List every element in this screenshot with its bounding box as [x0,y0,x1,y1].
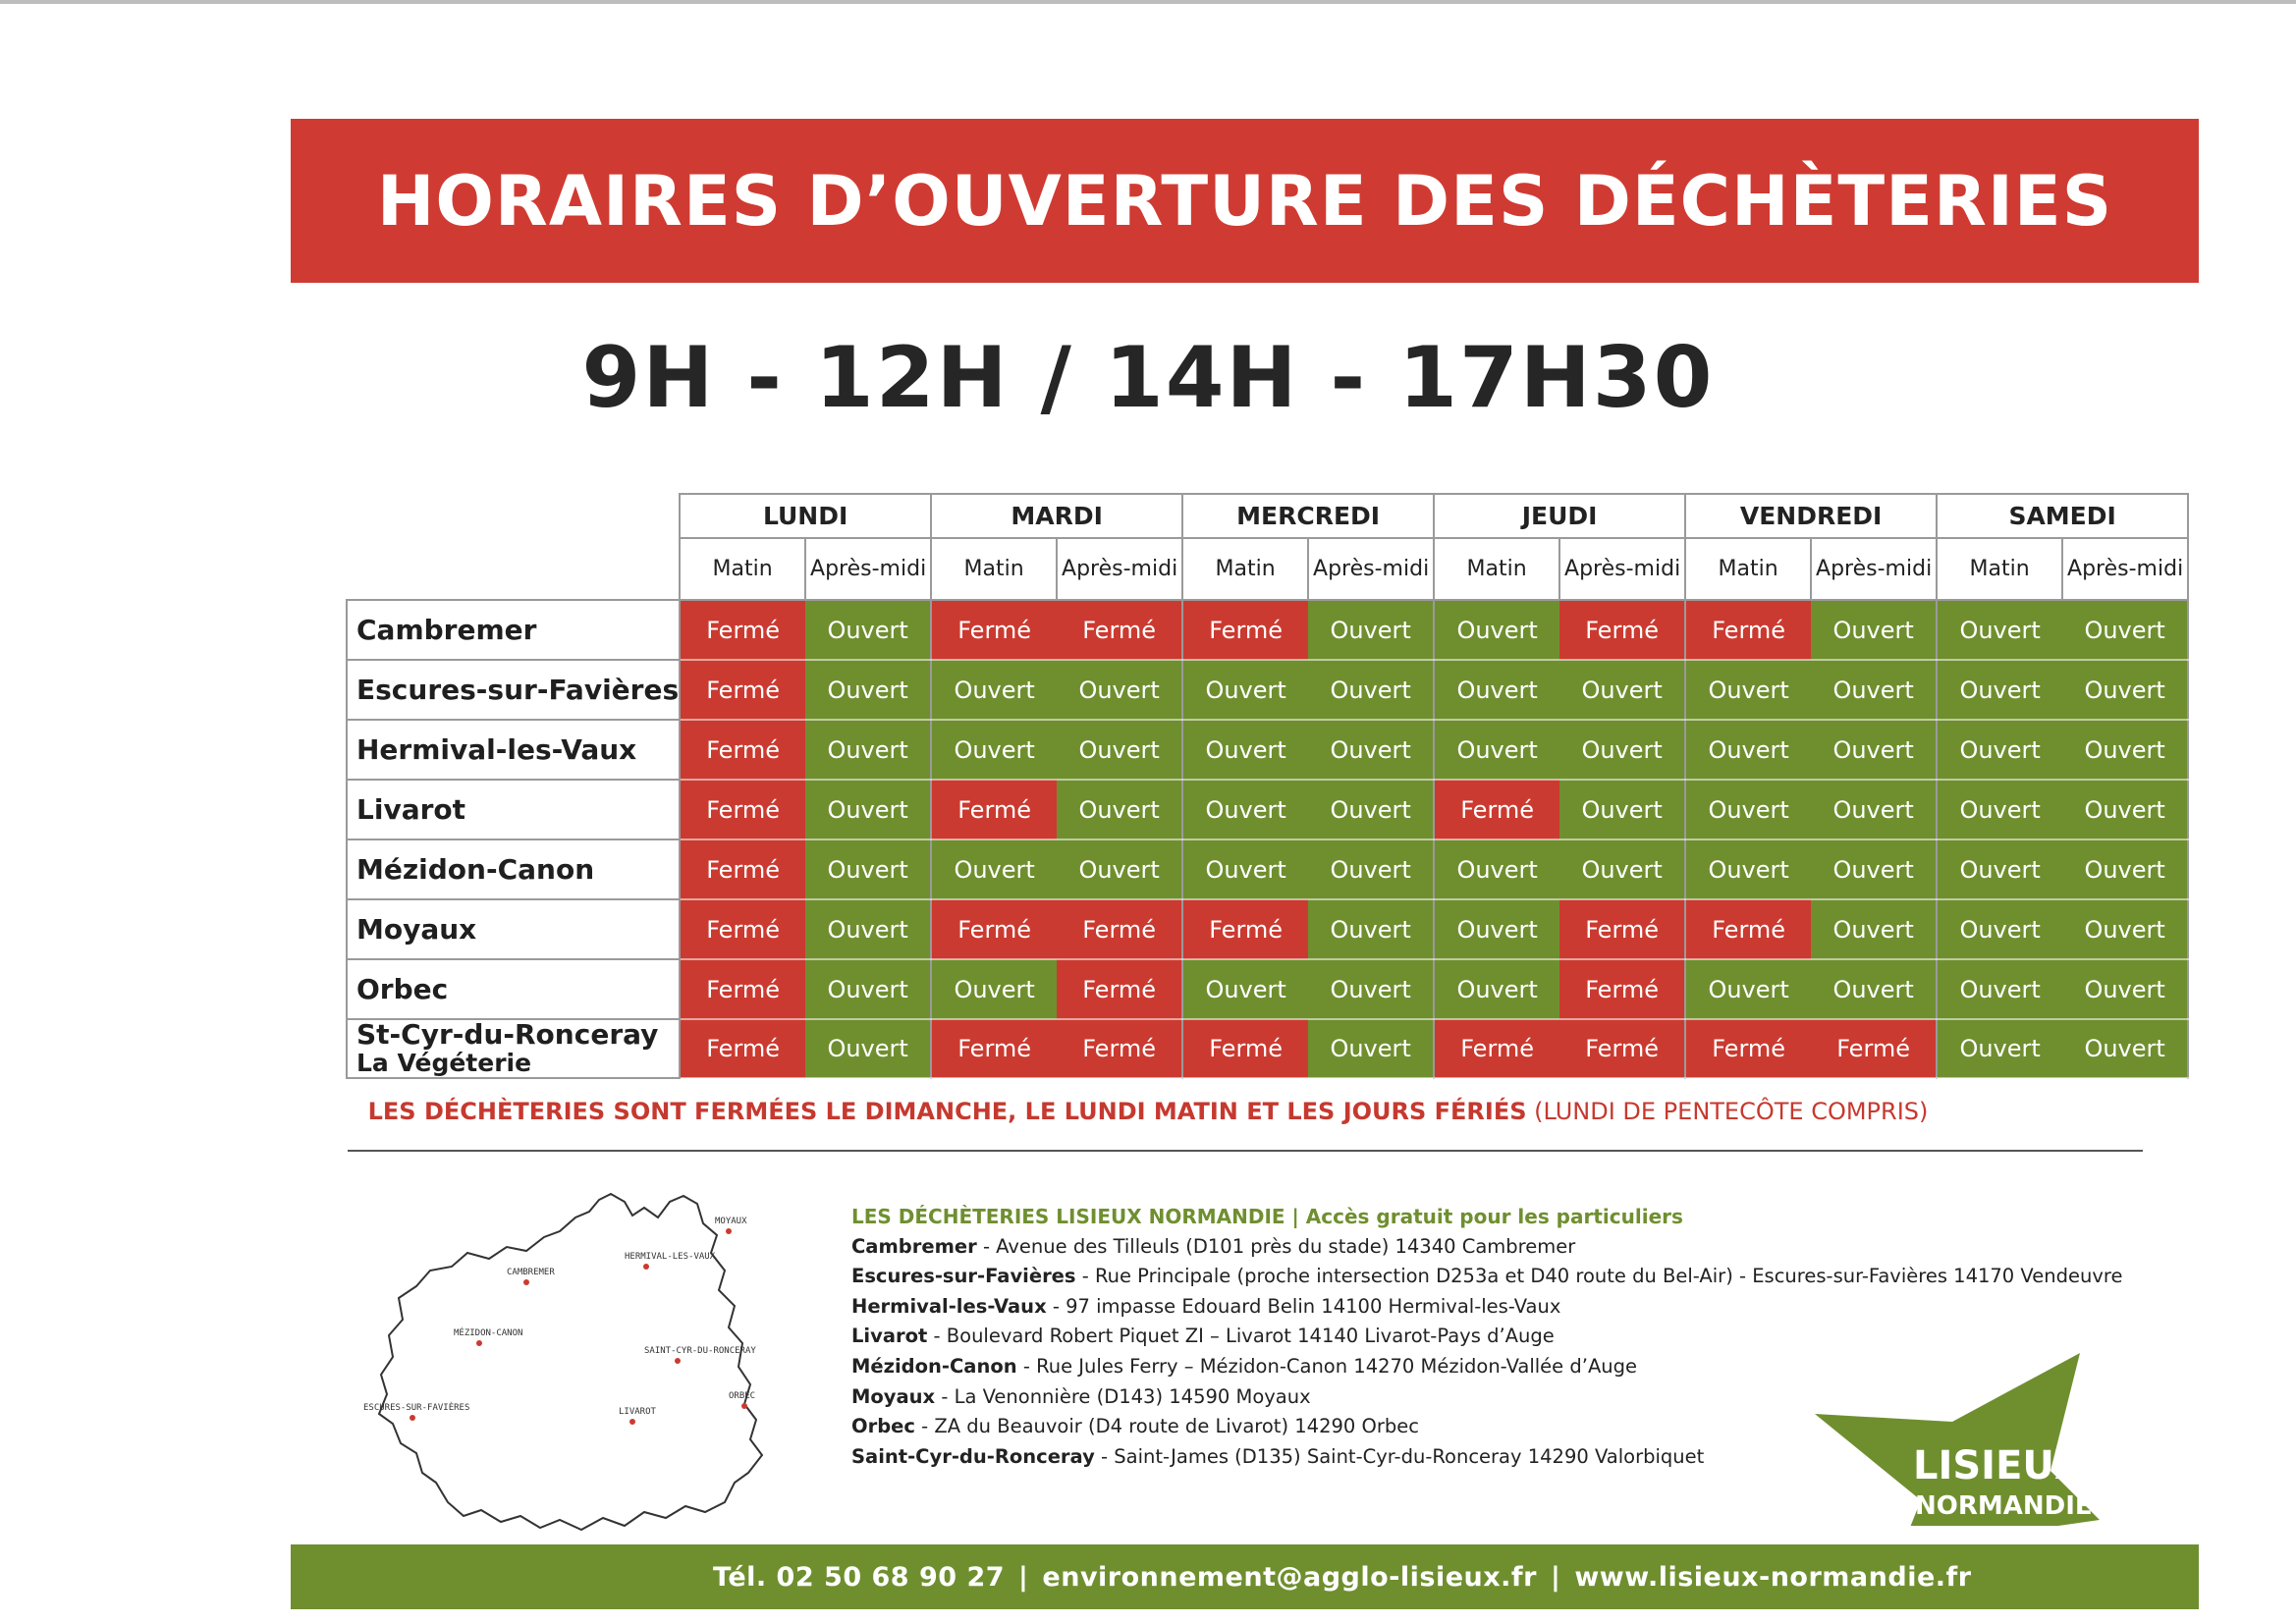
status-cell-ouvert: Ouvert [2062,839,2188,899]
closure-notice-note: (LUNDI DE PENTECÔTE COMPRIS) [1534,1098,1929,1125]
address-text: - Avenue des Tilleuls (D101 près du stade) 14340 Cambremer [976,1234,1576,1258]
footer-phone: Tél. 02 50 68 90 27 [713,1561,1006,1593]
status-cell-ferme: Fermé [1559,899,1685,959]
slot-header-apres-midi: Après-midi [1811,538,1937,600]
footer-email[interactable]: environnement@agglo-lisieux.fr [1042,1561,1537,1593]
status-cell-ferme: Fermé [680,720,805,780]
status-cell-ouvert: Ouvert [1434,839,1559,899]
status-cell-ouvert: Ouvert [1434,959,1559,1019]
day-header-mardi: MARDI [931,494,1182,538]
status-cell-ouvert: Ouvert [805,720,931,780]
status-cell-ouvert: Ouvert [1559,839,1685,899]
table-row [347,899,2188,959]
status-cell-ouvert: Ouvert [805,660,931,720]
status-cell-ouvert: Ouvert [1434,600,1559,660]
status-cell-ouvert: Ouvert [1685,780,1811,839]
status-cell-ouvert: Ouvert [1559,780,1685,839]
town-label-saint-cyr: SAINT-CYR-DU-RONCERAY [644,1346,756,1356]
row-header [347,839,680,899]
status-cell-ouvert: Ouvert [1182,839,1308,899]
town-label-moyaux: MOYAUX [715,1217,747,1226]
status-cell-ouvert: Ouvert [1182,660,1308,720]
status-cell-ouvert: Ouvert [1182,780,1308,839]
schedule-table [346,493,2189,1079]
slot-header-matin: Matin [1182,538,1308,600]
status-cell-ferme: Fermé [931,899,1057,959]
status-cell-ouvert: Ouvert [805,780,931,839]
status-cell-ferme: Fermé [1559,959,1685,1019]
status-cell-ouvert: Ouvert [1057,839,1182,899]
address-site-name: Escures-sur-Favières [851,1265,1076,1288]
address-text: - Rue Jules Ferry – Mézidon-Canon 14270 Mézidon-Vallée d’Auge [1016,1354,1638,1378]
site-name: Livarot [356,793,466,826]
address-line [851,1322,2128,1352]
address-text: - Rue Principale (proche intersection D253a et D40 route du Bel-Air) - Escures-sur-Favières 14170 Vendeuvre [1075,1265,2123,1288]
status-cell-ouvert: Ouvert [1685,959,1811,1019]
address-line [851,1232,2128,1263]
status-cell-ouvert: Ouvert [931,660,1057,720]
day-header-lundi: LUNDI [680,494,931,538]
slot-header-matin: Matin [680,538,805,600]
slot-header-apres-midi: Après-midi [805,538,931,600]
status-cell-ferme: Fermé [1057,1019,1182,1078]
status-cell-ouvert: Ouvert [2062,1019,2188,1078]
status-cell-ouvert: Ouvert [931,839,1057,899]
table-row [347,600,2188,660]
status-cell-ouvert: Ouvert [1685,720,1811,780]
status-cell-ferme: Fermé [1559,600,1685,660]
address-text: - Saint-James (D135) Saint-Cyr-du-Ronceray 14290 Valorbiquet [1094,1444,1705,1468]
title-banner [291,119,2199,283]
status-cell-ouvert: Ouvert [2062,899,2188,959]
town-marker [726,1228,732,1234]
town-label-mezidon: MÉZIDON-CANON [454,1328,523,1338]
status-cell-ouvert: Ouvert [931,720,1057,780]
status-cell-ferme: Fermé [680,1019,805,1078]
status-cell-ouvert: Ouvert [1559,720,1685,780]
opening-hours: 9H - 12H / 14H - 17H30 [581,329,1715,427]
site-name: Mézidon-Canon [356,853,595,886]
status-cell-ouvert: Ouvert [1685,839,1811,899]
town-label-escures: ESCURES-SUR-FAVIÈRES [363,1403,470,1413]
town-label-orbec: ORBEC [729,1391,756,1401]
status-cell-ferme: Fermé [1434,1019,1559,1078]
status-cell-ouvert: Ouvert [931,959,1057,1019]
status-cell-ferme: Fermé [1182,1019,1308,1078]
row-header [347,780,680,839]
status-cell-ouvert: Ouvert [1811,720,1937,780]
status-cell-ouvert: Ouvert [1937,1019,2062,1078]
address-line [851,1262,2128,1292]
status-cell-ouvert: Ouvert [1685,660,1811,720]
status-cell-ouvert: Ouvert [1308,780,1434,839]
status-cell-ouvert: Ouvert [1434,660,1559,720]
slot-header-matin: Matin [931,538,1057,600]
address-line [851,1292,2128,1323]
status-cell-ouvert: Ouvert [1811,899,1937,959]
town-marker [410,1415,415,1421]
status-cell-ouvert: Ouvert [1937,720,2062,780]
footer-website[interactable]: www.lisieux-normandie.fr [1574,1561,1972,1593]
town-label-cambremer: CAMBREMER [507,1268,555,1277]
town-marker [643,1264,649,1270]
status-cell-ouvert: Ouvert [1308,1019,1434,1078]
status-cell-ferme: Fermé [1685,899,1811,959]
row-header [347,1019,680,1078]
schedule-body [347,600,2188,1078]
site-name: St-Cyr-du-Ronceray [356,1018,659,1051]
address-text: - Boulevard Robert Piquet ZI – Livarot 14140 Livarot-Pays d’Auge [927,1325,1555,1348]
row-header [347,720,680,780]
address-text: - 97 impasse Edouard Belin 14100 Hermival-les-Vaux [1046,1294,1561,1318]
day-header-samedi: SAMEDI [1937,494,2188,538]
site-subname: La Végéterie [356,1049,532,1077]
address-site-name: Livarot [851,1325,928,1348]
site-name: Orbec [356,973,449,1005]
table-row [347,1019,2188,1078]
footer-separator: | [1018,1561,1029,1593]
territory-outline [379,1194,762,1530]
address-site-name: Cambremer [851,1234,977,1258]
town-label-hermival: HERMIVAL-LES-VAUX [625,1252,716,1262]
status-cell-ouvert: Ouvert [1937,899,2062,959]
page-title: HORAIRES D’OUVERTURE DES DÉCHÈTERIES [376,160,2113,242]
row-header [347,660,680,720]
day-header-vendredi: VENDREDI [1685,494,1937,538]
status-cell-ferme: Fermé [931,780,1057,839]
status-cell-ouvert: Ouvert [1308,600,1434,660]
status-cell-ferme: Fermé [680,780,805,839]
logo-line-normandie: NORMANDIE [1915,1491,2093,1521]
day-header-jeudi: JEUDI [1434,494,1685,538]
status-cell-ferme: Fermé [931,600,1057,660]
status-cell-ouvert: Ouvert [1937,660,2062,720]
status-cell-ouvert: Ouvert [1434,899,1559,959]
town-marker [675,1358,681,1364]
town-marker [629,1419,635,1425]
day-header-mercredi: MERCREDI [1182,494,1434,538]
slot-header-apres-midi: Après-midi [1057,538,1182,600]
day-header-row [347,494,2188,538]
address-site-name: Mézidon-Canon [851,1354,1017,1378]
logo-line-lisieux: LISIEUX [1913,1443,2085,1488]
footer-contacts [713,1562,1972,1593]
status-cell-ouvert: Ouvert [1434,720,1559,780]
divider [348,1150,2143,1152]
row-header [347,600,680,660]
status-cell-ouvert: Ouvert [1308,959,1434,1019]
territory-map-svg [354,1188,805,1551]
slot-header-matin: Matin [1937,538,2062,600]
status-cell-ouvert: Ouvert [1057,780,1182,839]
status-cell-ferme: Fermé [1057,899,1182,959]
status-cell-ouvert: Ouvert [1811,839,1937,899]
status-cell-ouvert: Ouvert [1937,959,2062,1019]
status-cell-ouvert: Ouvert [805,959,931,1019]
status-cell-ferme: Fermé [1685,1019,1811,1078]
slot-header-apres-midi: Après-midi [2062,538,2188,600]
status-cell-ouvert: Ouvert [1811,959,1937,1019]
status-cell-ouvert: Ouvert [1937,780,2062,839]
status-cell-ouvert: Ouvert [1182,959,1308,1019]
address-text: - La Venonnière (D143) 14590 Moyaux [935,1384,1311,1408]
status-cell-ferme: Fermé [1182,899,1308,959]
table-row [347,660,2188,720]
slot-header-apres-midi: Après-midi [1308,538,1434,600]
status-cell-ouvert: Ouvert [1057,720,1182,780]
status-cell-ouvert: Ouvert [1811,780,1937,839]
status-cell-ouvert: Ouvert [2062,959,2188,1019]
address-site-name: Hermival-les-Vaux [851,1294,1047,1318]
table-corner [347,538,680,600]
status-cell-ferme: Fermé [680,959,805,1019]
closure-notice-main: LES DÉCHÈTERIES SONT FERMÉES LE DIMANCHE, LE LUNDI MATIN ET LES JOURS FÉRIÉS [367,1098,1527,1125]
status-cell-ouvert: Ouvert [805,899,931,959]
address-site-name: Moyaux [851,1384,936,1408]
status-cell-ferme: Fermé [1559,1019,1685,1078]
status-cell-ouvert: Ouvert [1308,660,1434,720]
table-corner [347,494,680,538]
site-name: Hermival-les-Vaux [356,733,637,766]
row-header [347,899,680,959]
town-marker [741,1403,747,1409]
table-row [347,959,2188,1019]
slot-header-matin: Matin [1434,538,1559,600]
status-cell-ouvert: Ouvert [1937,600,2062,660]
closure-notice [0,1098,2296,1125]
status-cell-ferme: Fermé [1057,959,1182,1019]
footer-separator: | [1550,1561,1561,1593]
address-text: - ZA du Beauvoir (D4 route de Livarot) 14290 Orbec [914,1415,1419,1438]
status-cell-ouvert: Ouvert [1811,660,1937,720]
status-cell-ouvert: Ouvert [2062,720,2188,780]
site-name: Cambremer [356,614,537,646]
status-cell-ouvert: Ouvert [2062,780,2188,839]
status-cell-ferme: Fermé [680,600,805,660]
address-site-name: Orbec [851,1415,915,1438]
status-cell-ouvert: Ouvert [1937,839,2062,899]
table-row [347,780,2188,839]
status-cell-ferme: Fermé [1685,600,1811,660]
status-cell-ouvert: Ouvert [805,1019,931,1078]
status-cell-ouvert: Ouvert [2062,600,2188,660]
status-cell-ferme: Fermé [1811,1019,1937,1078]
status-cell-ouvert: Ouvert [1811,600,1937,660]
status-cell-ouvert: Ouvert [1308,839,1434,899]
address-list-title: LES DÉCHÈTERIES LISIEUX NORMANDIE | Accès gratuit pour les particuliers [851,1205,1683,1228]
slot-header-row [347,538,2188,600]
table-row [347,720,2188,780]
slot-header-matin: Matin [1685,538,1811,600]
status-cell-ouvert: Ouvert [1057,660,1182,720]
contact-footer [291,1544,2199,1609]
status-cell-ouvert: Ouvert [805,839,931,899]
status-cell-ferme: Fermé [1182,600,1308,660]
status-cell-ferme: Fermé [1434,780,1559,839]
town-marker [523,1279,529,1285]
status-cell-ferme: Fermé [1057,600,1182,660]
status-cell-ferme: Fermé [680,660,805,720]
status-cell-ferme: Fermé [680,839,805,899]
status-cell-ouvert: Ouvert [2062,660,2188,720]
town-label-livarot: LIVAROT [619,1407,656,1417]
status-cell-ouvert: Ouvert [1308,720,1434,780]
town-marker [476,1340,482,1346]
site-name: Escures-sur-Favières [356,674,680,706]
territory-map [354,1188,805,1551]
status-cell-ouvert: Ouvert [805,600,931,660]
status-cell-ferme: Fermé [680,899,805,959]
site-name: Moyaux [356,913,477,946]
row-header [347,959,680,1019]
status-cell-ouvert: Ouvert [1559,660,1685,720]
status-cell-ouvert: Ouvert [1308,899,1434,959]
table-row [347,839,2188,899]
slot-header-apres-midi: Après-midi [1559,538,1685,600]
status-cell-ouvert: Ouvert [1182,720,1308,780]
status-cell-ferme: Fermé [931,1019,1057,1078]
address-site-name: Saint-Cyr-du-Ronceray [851,1444,1095,1468]
top-edge-line [0,0,2296,4]
